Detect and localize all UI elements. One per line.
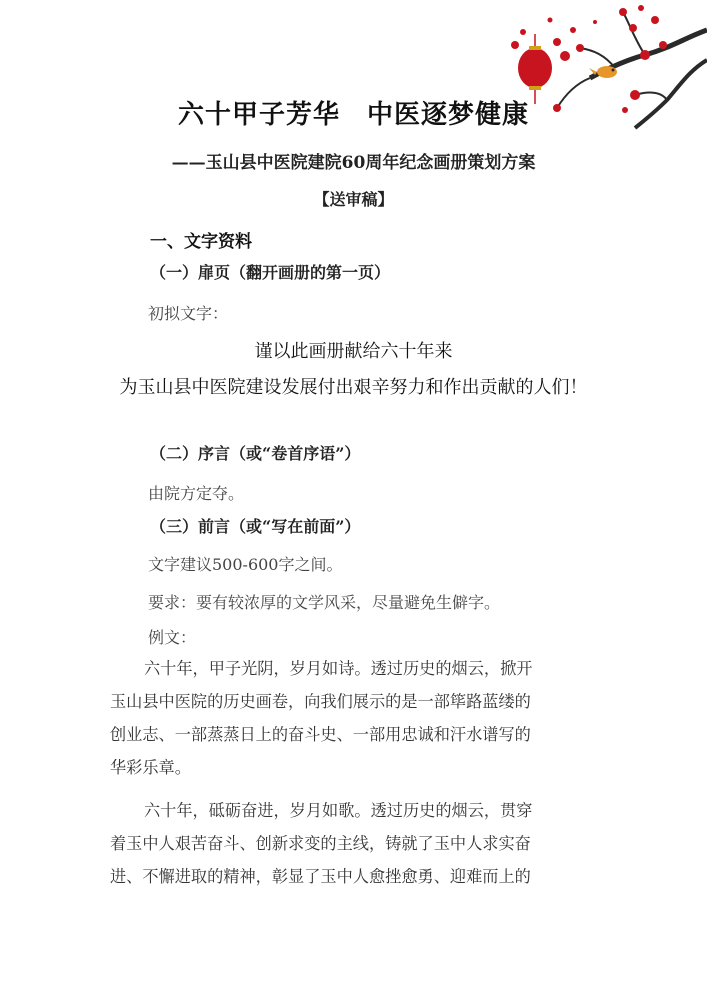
review-status-label: 【送审稿】 [313, 190, 394, 209]
example-paragraph-2 [110, 794, 610, 893]
example-paragraph-1 [110, 652, 610, 784]
document-title: 六十甲子芳华 中医逐梦健康 [177, 100, 529, 130]
subsection-heading-preface: （二）序言（或“卷首序语”） [150, 444, 361, 463]
preface-note: 由院方定夺。 [148, 484, 245, 503]
paragraph-line: 着玉中人艰苦奋斗、创新求变的主线，铸就了玉中人求实奋 [110, 834, 531, 853]
word-count-note: 文字建议500-600字之间。 [148, 555, 343, 574]
paragraph-line: 玉山县中医院的历史画卷，向我们展示的是一部筚路蓝缕的 [110, 692, 531, 711]
subsection-heading-title-page: （一）扉页（翻开画册的第一页） [150, 263, 391, 282]
requirement-note: 要求：要有较浓厚的文学风采，尽量避免生僻字。 [148, 593, 501, 612]
dedication-line-2: 为玉山县中医院建设发展付出艰辛努力和作出贡献的人们！ [119, 377, 588, 398]
paragraph-line: 创业志、一部蒸蒸日上的奋斗史、一部用忠诚和汗水谱写的 [110, 725, 531, 744]
dedication-line-1: 谨以此画册献给六十年来 [254, 341, 453, 362]
paragraph-line: 进、不懈进取的精神，彰显了玉中人愈挫愈勇、迎难而上的 [110, 867, 531, 886]
paragraph-line: 华彩乐章。 [110, 758, 191, 777]
draft-text-label: 初拟文字： [148, 304, 229, 323]
subsection-heading-foreword: （三）前言（或“写在前面”） [150, 517, 361, 536]
section-heading-text-materials: 一、文字资料 [150, 232, 252, 252]
document-subtitle: ——玉山县中医院建院60周年纪念画册策划方案 [171, 153, 536, 173]
example-label: 例文： [148, 628, 197, 647]
paragraph-line: 六十年，甲子光阴，岁月如诗。透过历史的烟云，掀开 [144, 659, 533, 678]
paragraph-line: 六十年，砥砺奋进，岁月如歌。透过历史的烟云，贯穿 [144, 801, 533, 820]
